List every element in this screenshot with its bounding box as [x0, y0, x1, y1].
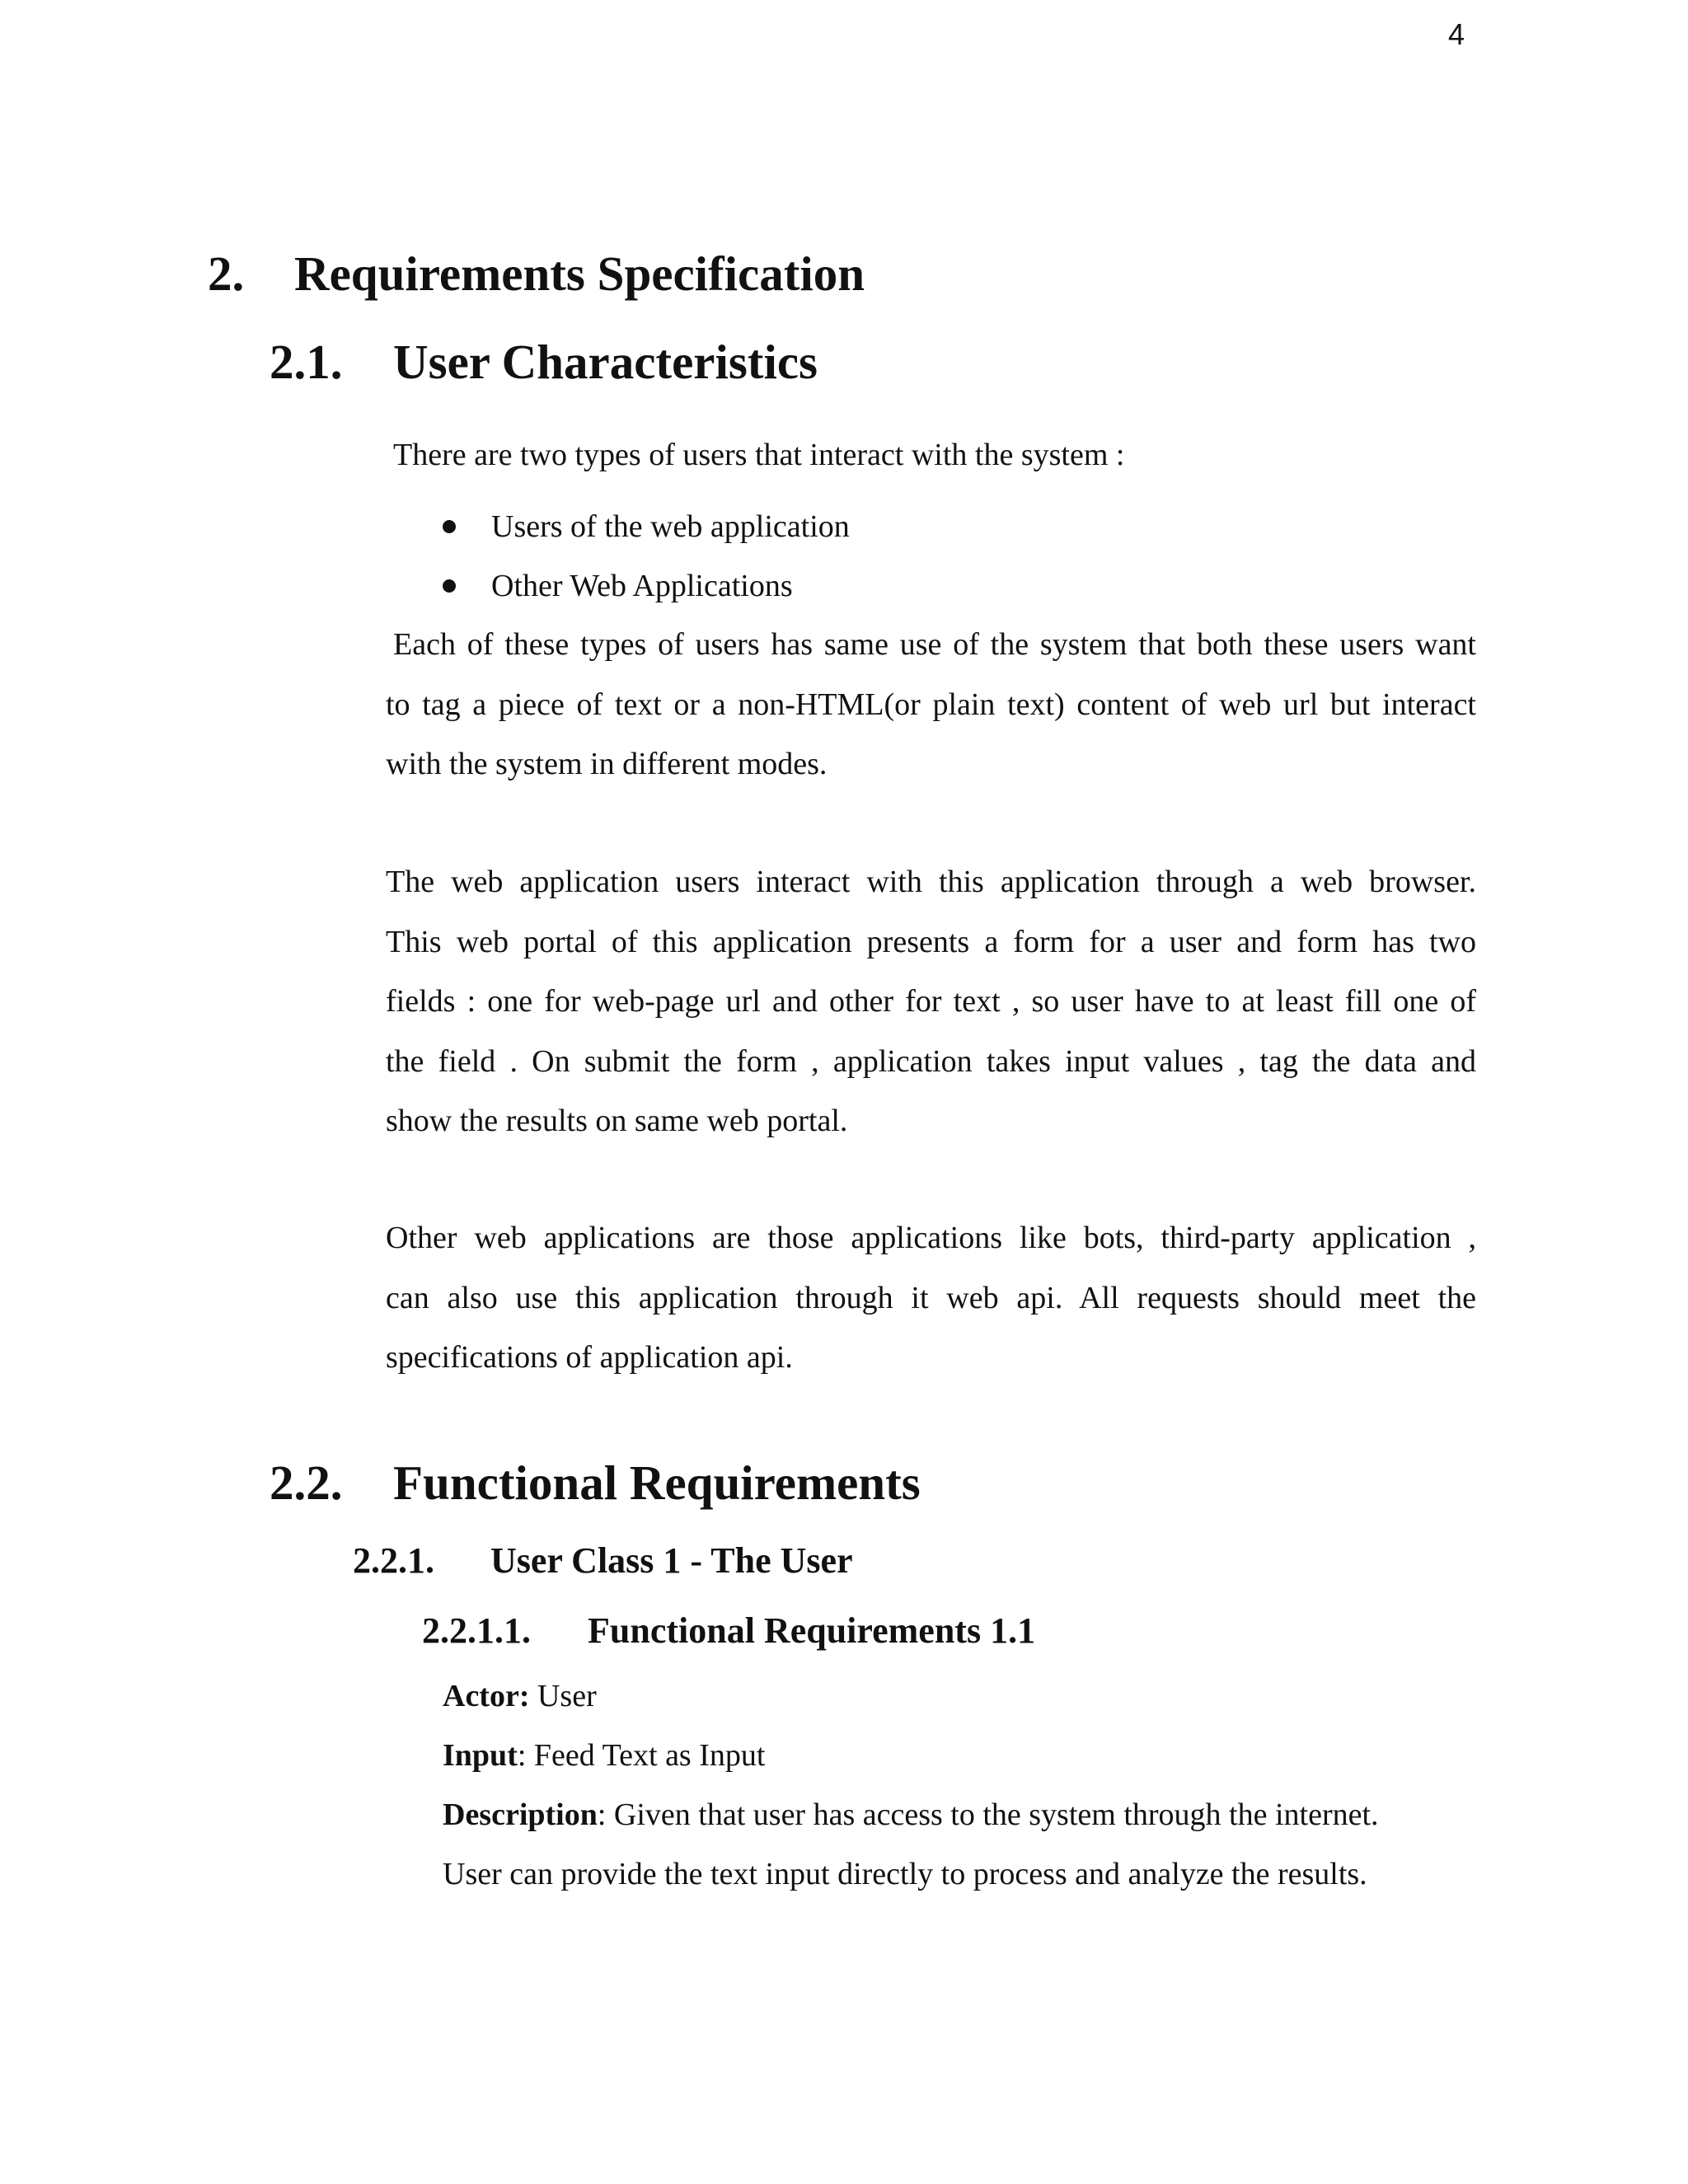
bullet-dot-icon: [443, 520, 456, 533]
paragraph-line: The web application users interact with this application through a web browser.: [386, 865, 1476, 899]
description-label: Description: [443, 1797, 598, 1832]
actor-label: Actor:: [443, 1679, 530, 1713]
input-value: : Feed Text as Input: [517, 1738, 766, 1773]
actor-line: [443, 1666, 597, 1726]
paragraph-line: to tag a piece of text or a non-HTML(or plain text) content of web url but interact: [386, 687, 1476, 722]
paragraph-line: Other web applications are those applications like bots, third-party application ,: [386, 1221, 1476, 1255]
user-class-title: User Class 1 - The User: [490, 1540, 853, 1581]
paragraph-line: fields : one for web-page url and other for text , so user have to at least fill one of: [386, 984, 1476, 1019]
subsection-number-functional-requirements: 2.2.: [270, 1455, 343, 1510]
subsection-number-user-characteristics: 2.1.: [270, 335, 343, 389]
bullet-text: Users of the web application: [491, 509, 850, 544]
paragraph-line: show the results on same web portal.: [386, 1104, 848, 1138]
description-line: [443, 1785, 1379, 1844]
paragraph-line: Each of these types of users has same use of the system that both these users want: [393, 627, 1476, 662]
paragraph-other-apps: [386, 1208, 1476, 1388]
bullet-item: [443, 556, 793, 616]
input-label: Input: [443, 1738, 518, 1773]
requirement-title: Functional Requirements 1.1: [588, 1610, 1036, 1651]
paragraph-line: with the system in different modes.: [386, 747, 828, 781]
subsection-title-functional-requirements: Functional Requirements: [393, 1455, 921, 1510]
paragraph-line: the field . On submit the form , application takes input values , tag the data and: [386, 1043, 1476, 1079]
section-title: Requirements Specification: [294, 246, 865, 301]
bullet-text: Other Web Applications: [491, 569, 793, 603]
section-number: 2.: [208, 246, 245, 301]
user-types-intro: There are two types of users that interact with the system :: [393, 438, 1125, 472]
subsection-title-user-characteristics: User Characteristics: [393, 335, 818, 389]
paragraph-user-types: [386, 615, 1476, 794]
paragraph-line: can also use this application through it web api. All requests should meet the: [386, 1280, 1476, 1315]
page-number: 4: [1448, 17, 1465, 51]
actor-value: User: [529, 1679, 597, 1713]
paragraph-web-users: [386, 852, 1476, 1151]
bullet-dot-icon: [443, 579, 456, 593]
paragraph-line: This web portal of this application presents a form for a user and form has two: [386, 924, 1476, 959]
paragraph-line: specifications of application api.: [386, 1340, 793, 1375]
description-continuation: User can provide the text input directly to process and analyze the results.: [443, 1857, 1367, 1891]
bullet-item: [443, 497, 850, 556]
description-value: : Given that user has access to the system through the internet.: [597, 1797, 1379, 1832]
user-class-number: 2.2.1.: [353, 1540, 434, 1581]
input-line: [443, 1726, 765, 1785]
requirement-number: 2.2.1.1.: [422, 1610, 531, 1651]
